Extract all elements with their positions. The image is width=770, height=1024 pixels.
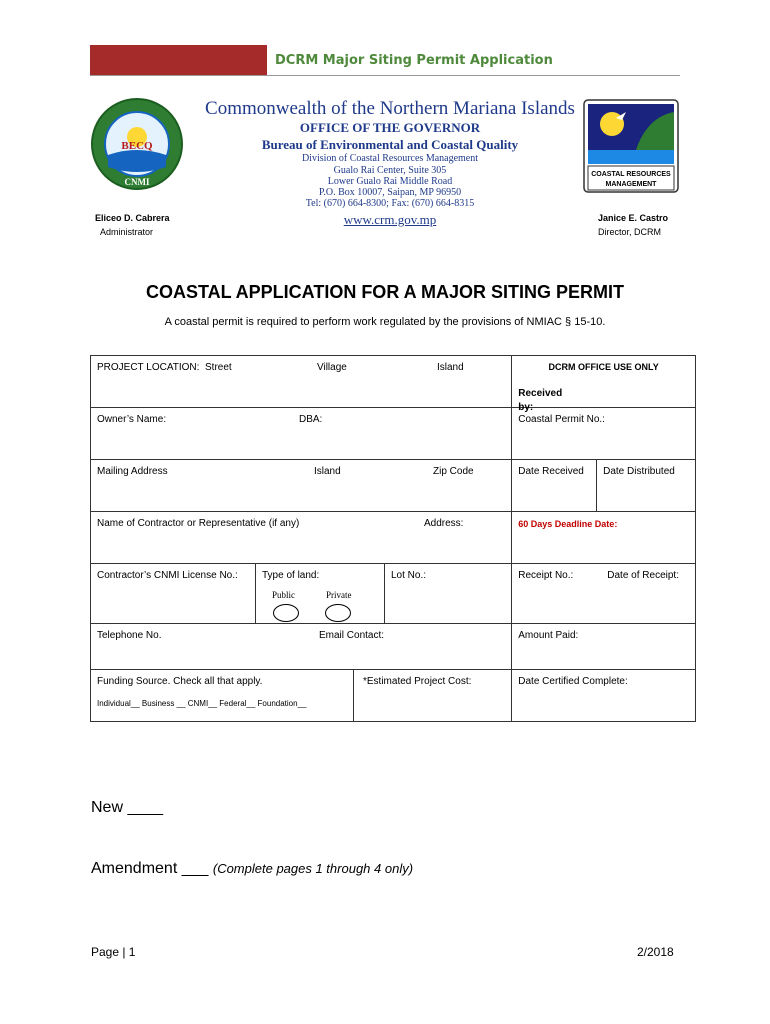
address-line-2: Lower Gualo Rai Middle Road (327, 176, 453, 187)
revision-date: 2/2018 (637, 945, 674, 959)
funding-source-label: Funding Source. Check all that apply. (97, 676, 263, 687)
office-use-cell (512, 356, 696, 413)
deadline-cell[interactable] (512, 512, 696, 564)
header-accent (90, 45, 267, 75)
license-no-label: Contractor’s CNMI License No.: (97, 570, 238, 581)
date-distributed-label: Date Distributed (603, 466, 675, 477)
lot-no-label: Lot No.: (391, 570, 427, 581)
coastal-permit-cell[interactable] (512, 408, 696, 460)
becq-logo-center: BECQ (121, 140, 153, 152)
zip-code-label: Zip Code (433, 466, 474, 477)
received-by-label: Received by: (518, 388, 563, 413)
header-bar (90, 45, 680, 76)
contractor-name-label: Name of Contractor or Representative (if any) (97, 518, 300, 529)
telephone-label: Telephone No. (97, 630, 162, 641)
amount-paid-label: Amount Paid: (518, 630, 579, 641)
funding-options[interactable]: Individual__ Business __ CNMI__ Federal__ Foundation__ (97, 699, 307, 708)
date-distributed-cell[interactable] (597, 460, 696, 512)
left-signatory-name: Eliceo D. Cabrera (95, 213, 170, 223)
island-label-2: Island (314, 466, 341, 477)
amendment-label: Amendment ___ (91, 860, 209, 877)
bureau-title: Bureau of Environmental and Coastal Quality (261, 137, 519, 152)
address-line-1: Gualo Rai Center, Suite 305 (333, 165, 447, 176)
date-received-label: Date Received (518, 466, 584, 477)
application-form (90, 355, 696, 722)
address-line-4: Tel: (670) 664-8300; Fax: (670) 664-8315 (305, 198, 475, 209)
date-received-cell[interactable] (512, 460, 597, 512)
type-of-land-label: Type of land: (262, 570, 320, 581)
left-signatory-role: Administrator (100, 227, 154, 237)
dcrm-logo (582, 98, 680, 194)
date-of-receipt-label: Date of Receipt: (607, 570, 679, 581)
owners-name-cell[interactable] (91, 408, 512, 460)
project-location-cell[interactable] (91, 356, 512, 408)
commonwealth-title: Commonwealth of the Northern Mariana Islands (205, 98, 575, 119)
division-line: Division of Coastal Resources Management (301, 153, 479, 164)
email-label: Email Contact: (319, 630, 385, 641)
public-radio[interactable] (273, 604, 299, 622)
public-label: Public (272, 590, 296, 600)
form-subtitle: A coastal permit is required to perform work regulated by the provisions of NMIAC § 15-10. (164, 316, 606, 328)
amount-paid-cell[interactable] (512, 624, 696, 670)
owners-name-label: Owner’s Name: (97, 414, 167, 425)
new-option[interactable]: New ____ (91, 799, 164, 816)
dba-label: DBA: (299, 414, 323, 425)
receipt-no-label: Receipt No.: (518, 570, 574, 581)
telephone-cell[interactable] (91, 624, 512, 670)
street-label: Street (205, 362, 232, 373)
mailing-address-label: Mailing Address (97, 466, 168, 477)
form-title: COASTAL APPLICATION FOR A MAJOR SITING PERMIT (145, 282, 624, 302)
island-label: Island (437, 362, 464, 373)
estimated-cost-label: *Estimated Project Cost: (363, 676, 472, 687)
amendment-option[interactable] (91, 860, 413, 878)
private-radio[interactable] (325, 604, 351, 622)
right-signatory-name: Janice E. Castro (598, 213, 669, 223)
village-label: Village (317, 362, 347, 373)
dcrm-logo-line2: MANAGEMENT (605, 181, 657, 188)
website-link[interactable]: www.crm.gov.mp (343, 212, 437, 227)
license-row-cell (91, 564, 512, 624)
receipt-cell[interactable] (512, 564, 696, 624)
date-certified-cell[interactable] (512, 670, 696, 722)
amendment-note: (Complete pages 1 through 4 only) (212, 861, 414, 876)
dcrm-logo-line1: COASTAL RESOURCES (591, 171, 671, 178)
project-location-label: PROJECT LOCATION: (97, 362, 200, 373)
office-title: OFFICE OF THE GOVERNOR (299, 120, 481, 135)
contractor-name-cell[interactable] (91, 512, 512, 564)
office-use-label: DCRM OFFICE USE ONLY (548, 362, 659, 372)
page-number: Page | 1 (91, 945, 136, 959)
deadline-label: 60 Days Deadline Date: (518, 519, 618, 529)
header-title: DCRM Major Siting Permit Application (275, 53, 553, 68)
address-line-3: P.O. Box 10007, Saipan, MP 96950 (318, 187, 462, 198)
date-certified-label: Date Certified Complete: (518, 676, 628, 687)
coastal-permit-label: Coastal Permit No.: (518, 414, 605, 425)
mailing-address-cell[interactable] (91, 460, 512, 512)
private-label: Private (326, 590, 352, 600)
becq-logo-bottom: CNMI (124, 177, 150, 187)
right-signatory-role: Director, DCRM (598, 227, 662, 237)
funding-row-cell (91, 670, 512, 722)
address-label: Address: (424, 518, 464, 529)
